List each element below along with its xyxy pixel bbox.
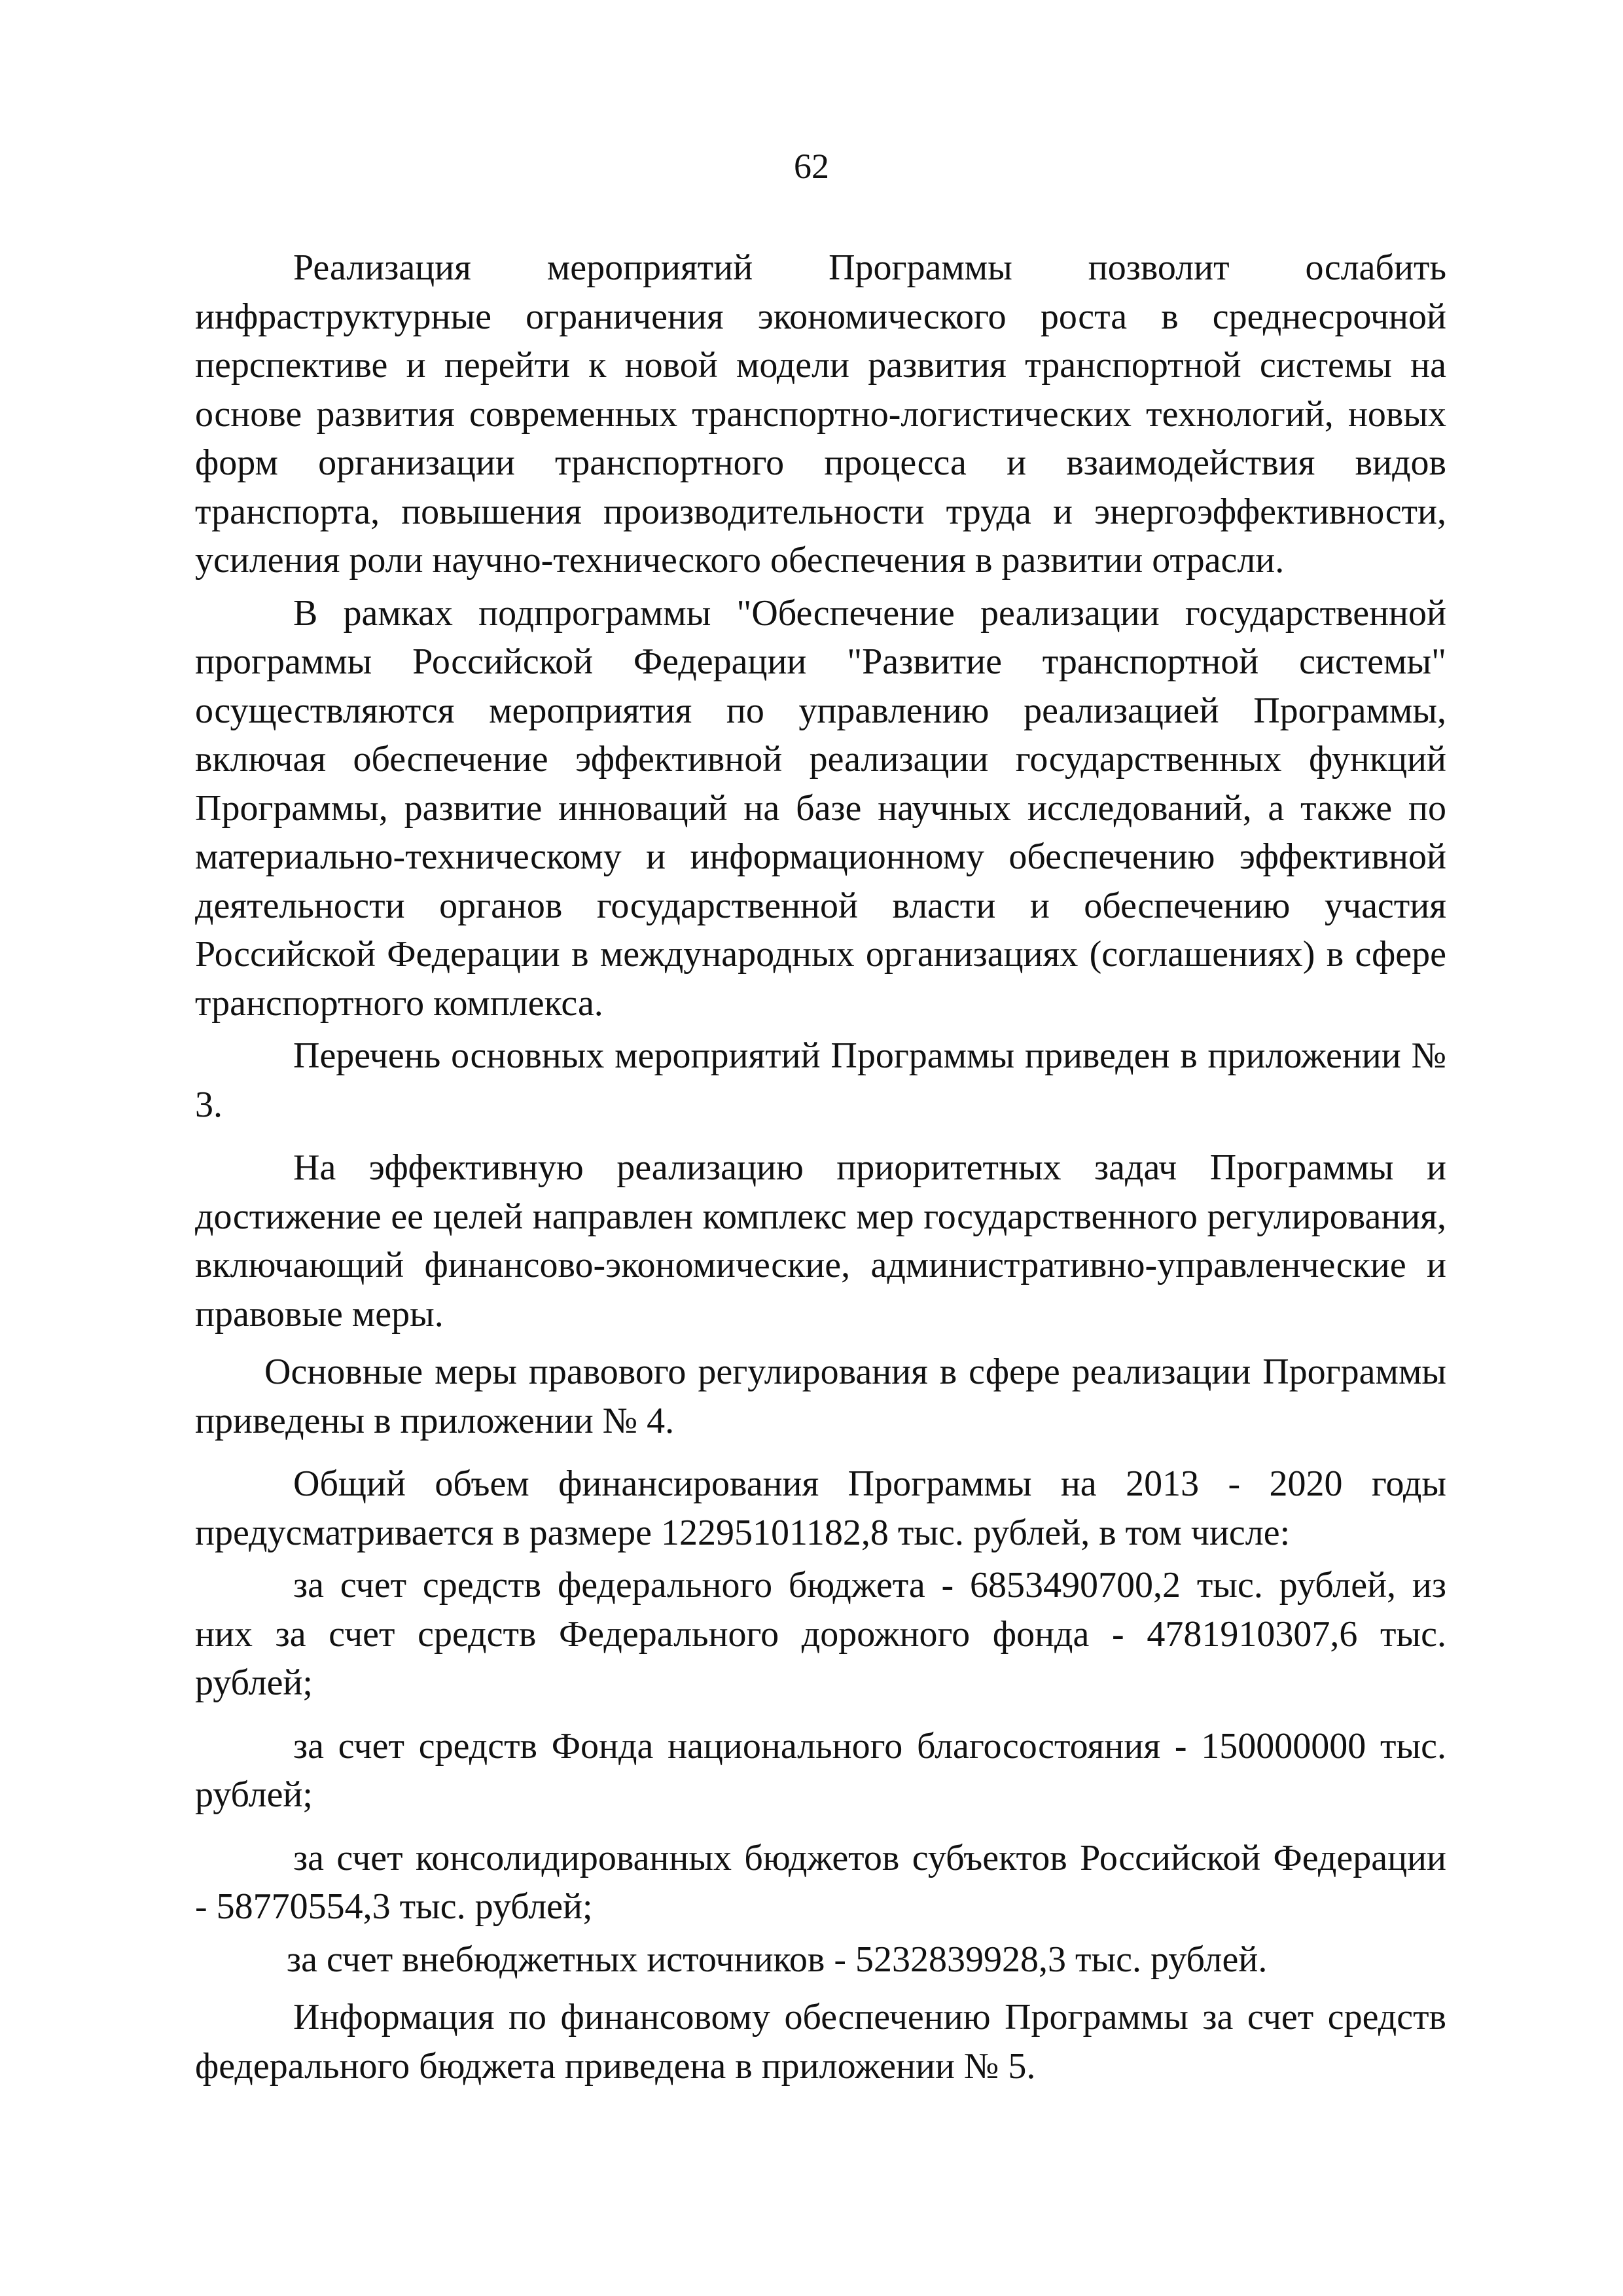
paragraph-federal-budget-info: Информация по финансовому обеспечению Программы за счет средств федерального бюджета приведена в приложении № 5. <box>195 1997 1446 2087</box>
paragraph-extrabudgetary-sources: за счет внебюджетных источников - 5232839928,3 тыс. рублей. <box>287 1939 1268 1980</box>
paragraph-program-outcomes: Реализация мероприятий Программы позволит ослабить инфраструктурные ограничения экономического роста в среднесрочной перспективе и перейти к новой модели развития транспортной системы на основе развития современных транспортно-логистических технологий, новых форм организации транспортного процесса и взаимодействия видов транспорта, повышения производительности труда и энергоэффективности, усиления роли научно-технического обеспечения в развитии отрасли. <box>195 247 1446 581</box>
paragraph-total-financing: Общий объем финансирования Программы на 2013 - 2020 годы предусматривается в размере 12295101182,8 тыс. рублей, в том числе: <box>195 1463 1446 1553</box>
paragraph-regional-budgets: за счет консолидированных бюджетов субъектов Российской Федерации - 58770554,3 тыс. рублей; <box>195 1837 1446 1927</box>
paragraph-federal-budget: за счет средств федерального бюджета - 6853490700,2 тыс. рублей, из них за счет средств Федерального дорожного фонда - 4781910307,6 тыс. рублей; <box>195 1565 1446 1703</box>
paragraph-main-activities-list: Перечень основных мероприятий Программы приведен в приложении № 3. <box>195 1035 1446 1125</box>
paragraph-legal-regulation: Основные меры правового регулирования в сфере реализации Программы приведены в приложении № 4. <box>195 1352 1446 1441</box>
paragraph-national-wealth-fund: за счет средств Фонда национального благосостояния - 150000000 тыс. рублей; <box>195 1725 1446 1815</box>
page-number: 62 <box>794 147 829 186</box>
paragraph-subprogram-support: В рамках подпрограммы "Обеспечение реализации государственной программы Российской Федерации "Развитие транспортной системы" осуществляются мероприятия по управлению реализацией Программы, включая обеспечение эффективной реализации государственных функций Программы, развитие инноваций на базе научных исследований, а также по материально-техническому и информационному обеспечению эффективной деятельности органов государственной власти и обеспечению участия Российской Федерации в международных организациях (соглашениях) в сфере транспортного комплекса. <box>195 592 1446 1024</box>
document-body <box>195 243 1446 2090</box>
paragraph-regulation-measures: На эффективную реализацию приоритетных задач Программы и достижение ее целей направлен комплекс мер государственного регулирования, включающий финансово-экономические, административно-управленческие и правовые меры. <box>195 1147 1446 1335</box>
